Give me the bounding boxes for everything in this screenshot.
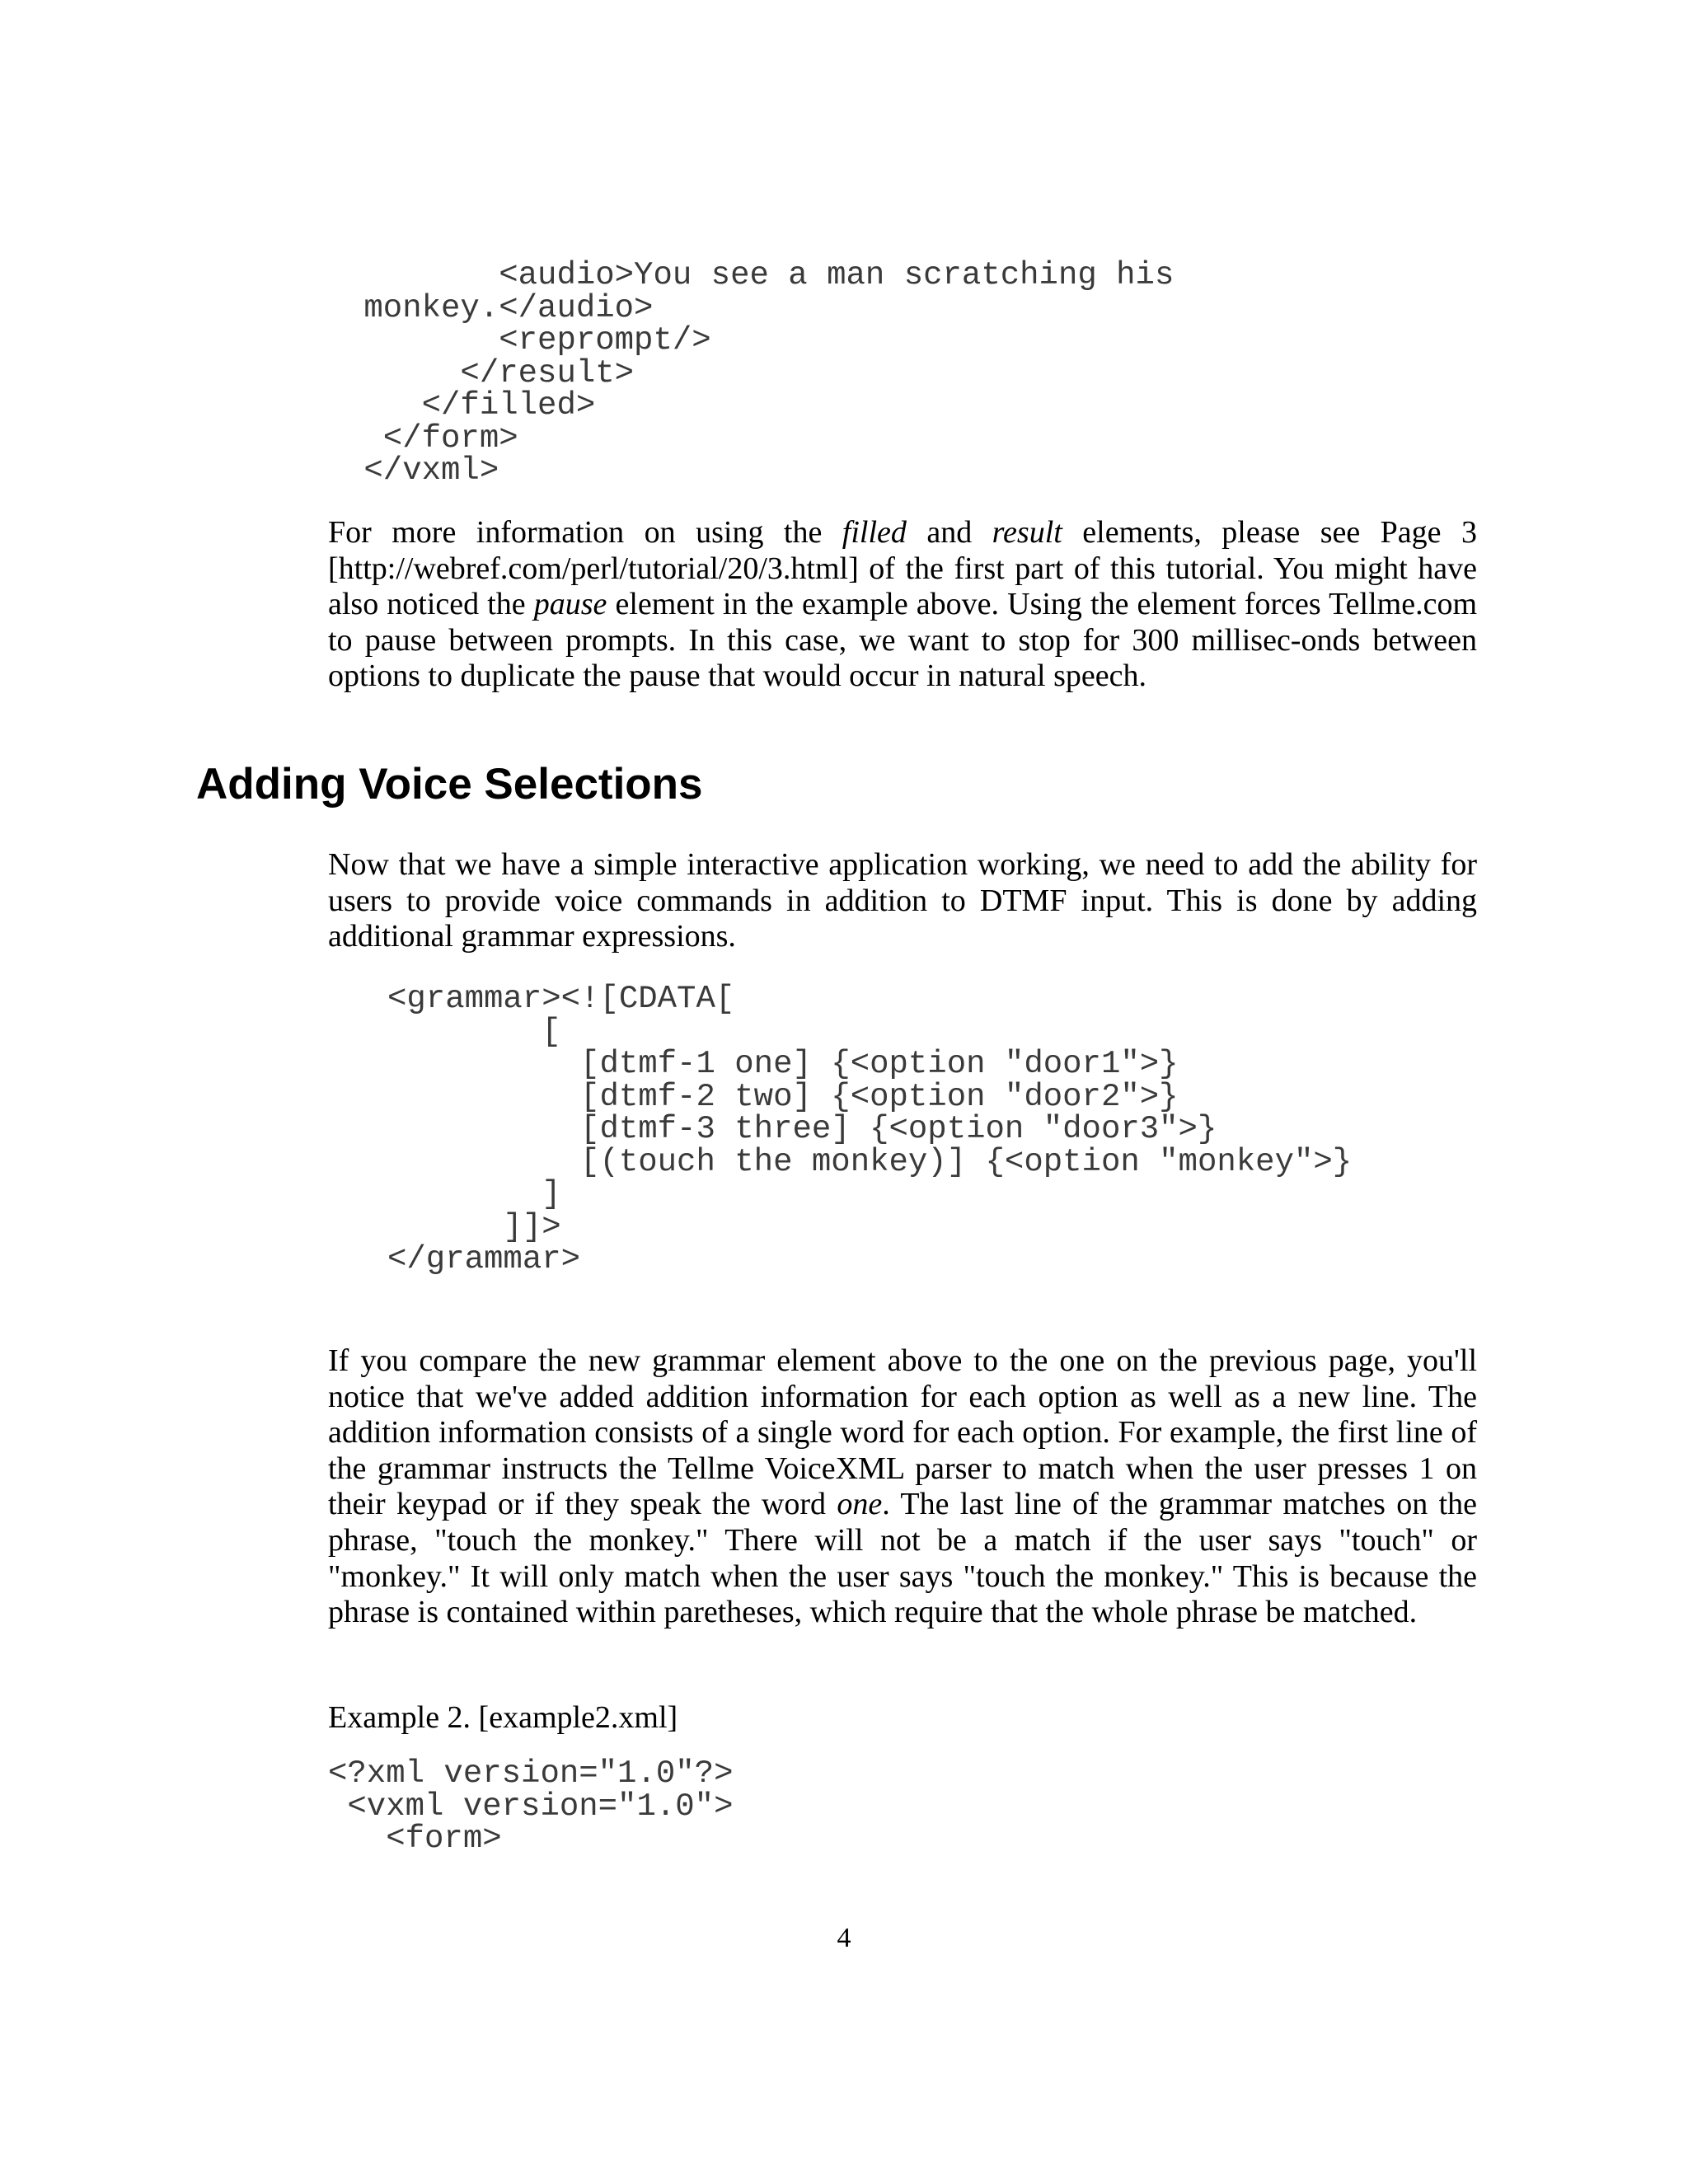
paragraph-grammar-explanation	[328, 1343, 1477, 1631]
paragraph-text: For more information on using the	[328, 515, 842, 550]
paragraph-text: . The last line of the grammar matches on the phrase, "touch the monkey." There will not be a match if the user says "touch" or "monkey." It will only match when the user says "touch the monkey." This is because the phrase is contained within paretheses, which require that the whole phrase be matched.	[328, 1487, 1477, 1630]
code-block-example2: <?xml version="1.0"?> <vxml version="1.0"> <form>	[328, 1755, 734, 1857]
paragraph-text: elements, please see Page 3 [http://webref.com/perl/tutorial/20/3.html] of the first part of this tutorial. You might have also noticed the	[328, 515, 1477, 622]
code-block-grammar: <grammar><![CDATA[ [ [dtmf-1 one] {<option "door1">} [dtmf-2 two] {<option "door2">} [dtmf-3 three] {<option "door3">} [(touch the monkey)] {<option "monkey">} ] ]]> </grammar>	[387, 981, 1353, 1277]
page-number: 4	[837, 1923, 851, 1953]
example-caption: Example 2. [example2.xml]	[328, 1700, 678, 1735]
code-block-vxml-ending: <audio>You see a man scratching his monkey.</audio> <reprompt/> </result> </filled> </form> </vxml>	[363, 257, 1175, 489]
paragraph-filled-result-info	[328, 515, 1477, 695]
paragraph-text: If you compare the new grammar element above to the one on the previous page, you'll notice that we've added addition information for each option as well as a new line. The addition information consists of a single word for each option. For example, the first line of the grammar instructs the Tellme VoiceXML parser to match when the user presses 1 on their keypad or if they speak the word	[328, 1343, 1477, 1522]
term-result: result	[992, 515, 1062, 550]
term-filled: filled	[842, 515, 907, 550]
paragraph-text: and	[906, 515, 992, 550]
term-one: one	[837, 1487, 883, 1522]
paragraph-voice-intro: Now that we have a simple interactive application working, we need to add the ability for users to provide voice commands in addition to DTMF input. This is done by adding additional grammar expressions.	[328, 847, 1477, 954]
term-pause: pause	[533, 587, 607, 622]
paragraph-text: element in the example above. Using the element forces Tellme.com to pause between prompts. In this case, we want to stop for 300 millisec-onds between options to duplicate the pause that would occur in natural speech.	[328, 587, 1477, 694]
section-heading: Adding Voice Selections	[196, 760, 703, 808]
